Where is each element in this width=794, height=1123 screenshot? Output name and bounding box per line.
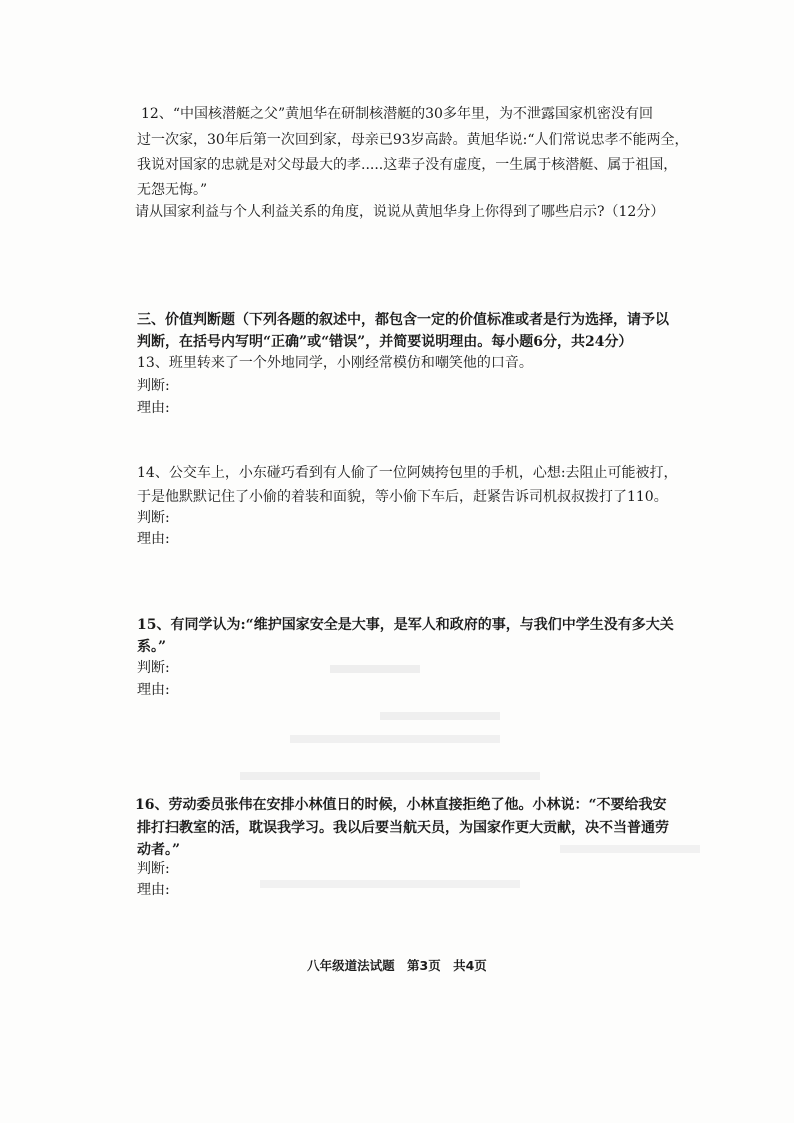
q16-reason-label: 理由: [137,882,170,898]
show-through-mark [240,772,540,780]
q15-reason-label: 理由: [137,682,170,698]
q12-line-3: 我说对国家的忠就是对父母最大的孝.....这辈子没有虚度，一生属于核潜艇、属于祖国， [137,157,678,173]
q13-reason-label: 理由: [137,400,170,416]
q12-line-1: 12、“中国核潜艇之父”黄旭华在研制核潜艇的30多年里，为不泄露国家机密没有回 [141,106,653,122]
q12-line-4: 无怨无悔。” [137,182,208,198]
q12-line-2: 过一次家，30年后第一次回到家，母亲已93岁高龄。黄旭华说:“人们常说忠孝不能两全， [137,132,689,148]
q13-text: 13、班里转来了一个外地同学，小刚经常模仿和嘲笑他的口音。 [137,355,533,371]
show-through-mark [260,880,520,888]
q16-line-3: 动者。” [137,842,181,858]
q15-line-1: 15、有同学认为:“维护国家安全是大事，是军人和政府的事，与我们中学生没有多大关 [137,617,674,633]
show-through-mark [330,665,420,673]
q16-line-1: 16、劳动委员张伟在安排小林值日的时候，小林直接拒绝了他。小林说：“不要给我安 [135,797,667,813]
page-footer [0,956,794,974]
q13-judge-label: 判断: [137,378,170,394]
q12-question: 请从国家利益与个人利益关系的角度，说说从黄旭华身上你得到了哪些启示?（12分） [135,204,665,220]
section3-heading-line-1: 三、价值判断题（下列各题的叙述中，都包含一定的价值标准或者是行为选择，请予以 [137,312,669,328]
q14-line-2: 于是他默默记住了小偷的着装和面貌，等小偷下车后，赶紧告诉司机叔叔拨打了110。 [137,489,668,505]
q16-judge-label: 判断: [137,861,170,877]
section3-heading-line-2: 判断，在括号内写明“正确”或“错误”，并简要说明理由。每小题6分，共24分） [137,334,633,350]
show-through-mark [290,735,500,743]
q14-line-1: 14、公交车上，小东碰巧看到有人偷了一位阿姨挎包里的手机，心想:去阻止可能被打， [137,465,678,481]
q14-reason-label: 理由: [137,531,170,547]
q16-line-2: 排打扫教室的活，耽误我学习。我以后要当航天员，为国家作更大贡献，决不当普通劳 [137,820,669,836]
show-through-mark [380,712,500,720]
footer-page-number: 第3页 [407,958,441,973]
q14-judge-label: 判断: [137,510,170,526]
footer-total-pages: 共4页 [453,958,487,973]
q15-line-2: 系。” [137,639,167,655]
show-through-mark [560,845,700,853]
q15-judge-label: 判断: [137,660,170,676]
footer-subject: 八年级道法试题 [307,958,395,973]
